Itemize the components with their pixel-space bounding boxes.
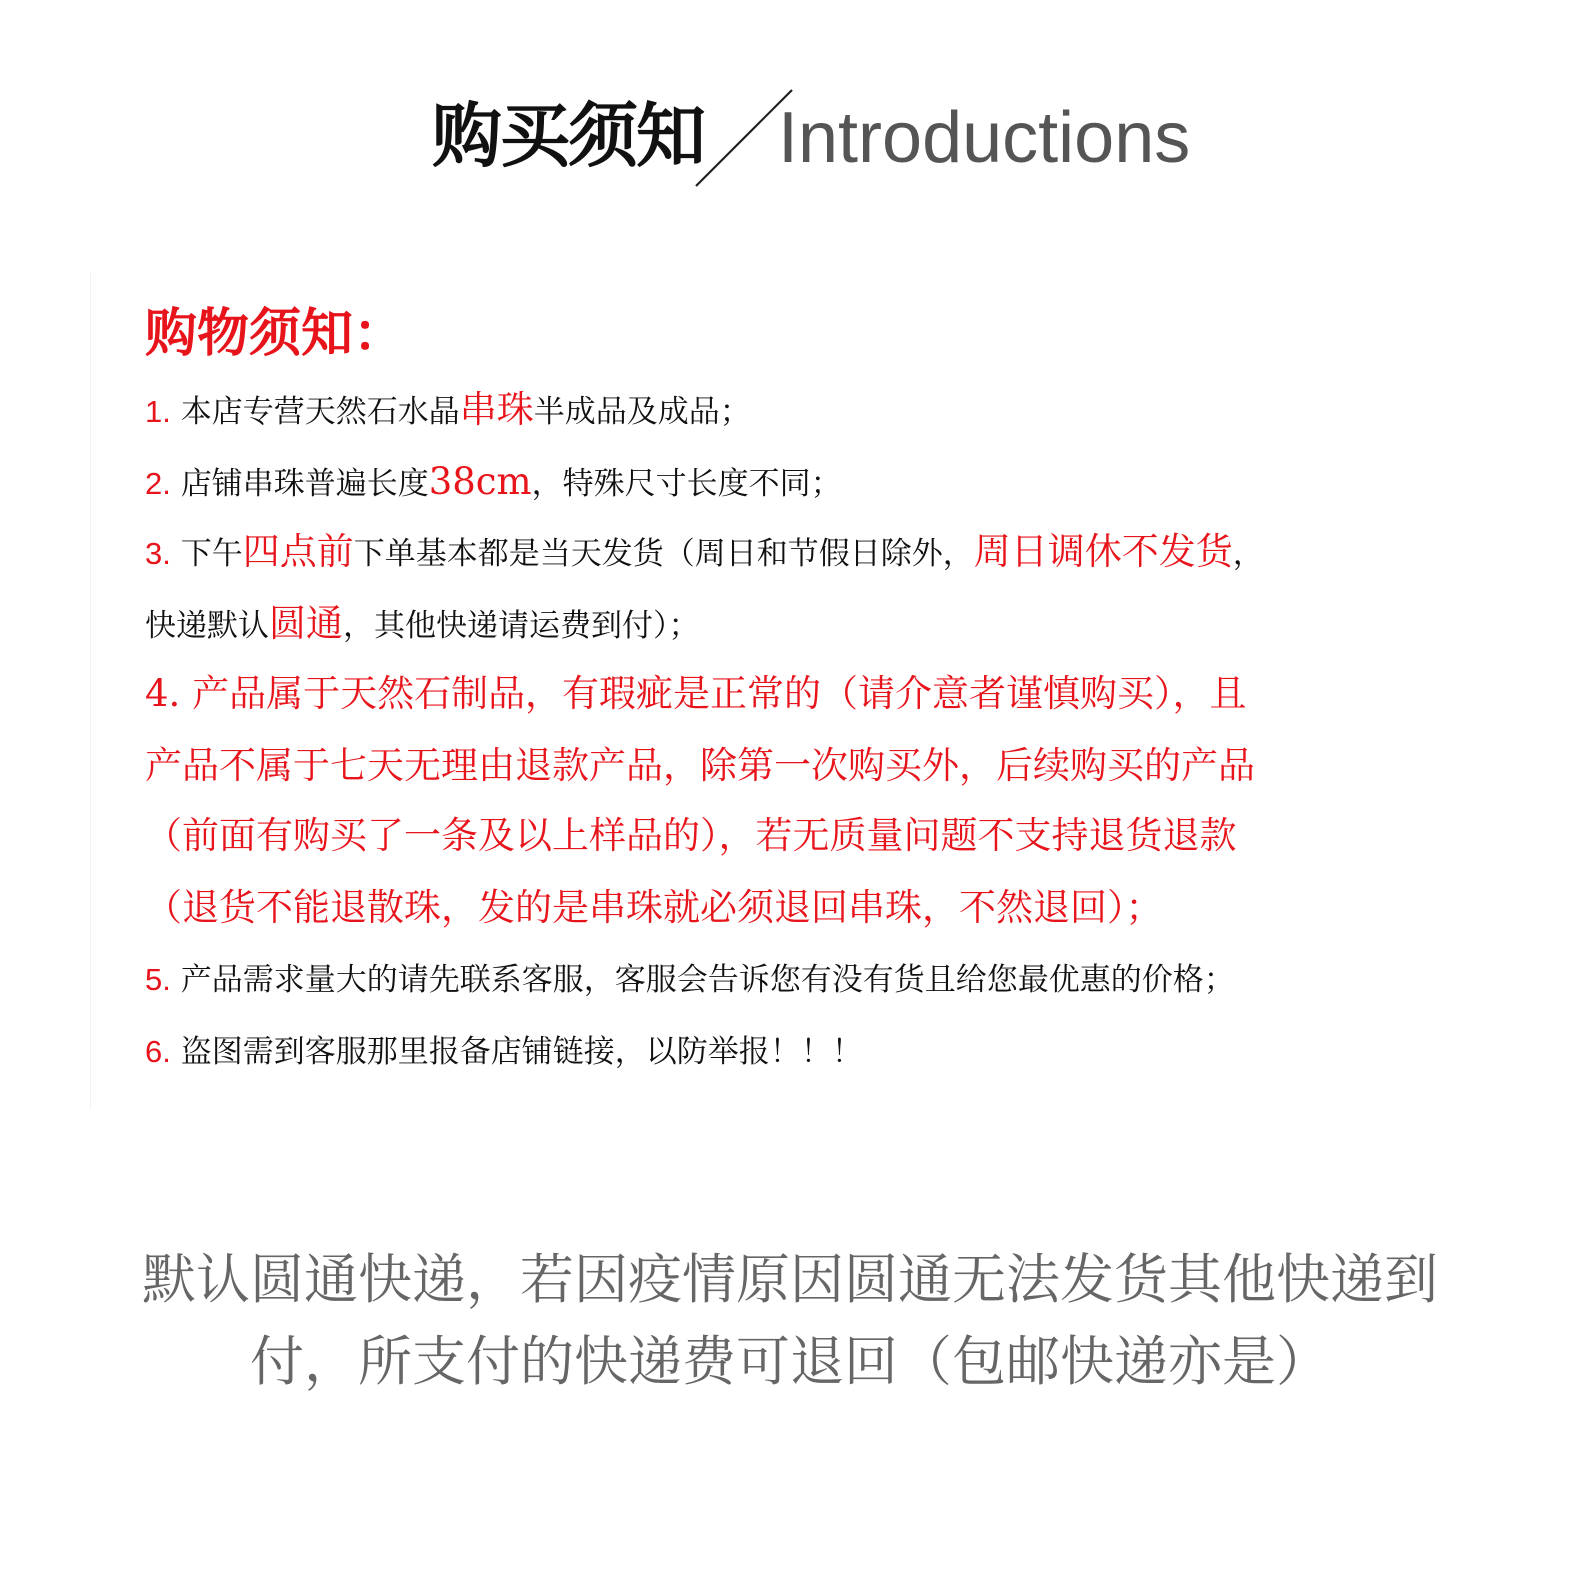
item-highlight: 四点前 bbox=[242, 530, 354, 573]
notice-item-4-line-1: 4. 产品属于天然石制品，有瑕疵是正常的（请介意者谨慎购买），且 bbox=[145, 672, 1247, 715]
item-highlight: 周日调休不发货 bbox=[973, 530, 1233, 573]
item-highlight: 38cm bbox=[428, 460, 532, 503]
item-highlight: 串珠 bbox=[459, 388, 534, 431]
page-header bbox=[0, 88, 1580, 198]
notice-item-3-continued bbox=[145, 604, 700, 646]
notice-item-4-line-4: （退货不能退散珠，发的是串珠就必须退回串珠，不然退回）； bbox=[145, 886, 1163, 929]
notice-item-2 bbox=[145, 462, 842, 504]
item-text: 店铺串珠普遍长度 bbox=[180, 466, 429, 502]
item-number: 2. bbox=[145, 466, 171, 501]
notice-item-1 bbox=[145, 390, 751, 432]
item-text: 快递默认 bbox=[145, 608, 269, 644]
item-text: 下午 bbox=[180, 536, 243, 572]
item-number: 6. bbox=[145, 1034, 171, 1069]
item-number: 3. bbox=[145, 536, 171, 571]
item-text: 半成品及成品； bbox=[533, 394, 751, 430]
notice-title: 购物须知： bbox=[145, 303, 406, 364]
notice-item-4-line-3: （前面有购买了一条及以上样品的），若无质量问题不支持退货退款 bbox=[145, 814, 1237, 857]
footer-note-line-1: 默认圆通快递，若因疫情原因圆通无法发货其他快递到 bbox=[142, 1248, 1438, 1311]
header-title-en: Introductions bbox=[778, 98, 1191, 178]
notice-item-3 bbox=[145, 532, 1264, 574]
item-text: 盗图需到客服那里报备店铺链接，以防举报！！！ bbox=[180, 1034, 863, 1070]
shopping-notice-panel bbox=[90, 272, 1491, 1110]
item-number: 1. bbox=[145, 394, 171, 429]
notice-item-6 bbox=[145, 1032, 863, 1072]
item-text: ，特殊尺寸长度不同； bbox=[531, 466, 842, 502]
item-number: 5. bbox=[145, 962, 171, 997]
item-highlight: 圆通 bbox=[269, 602, 343, 645]
item-text: ，其他快递请运费到付）； bbox=[343, 608, 700, 644]
notice-item-4-line-2: 产品不属于七天无理由退款产品，除第一次购买外，后续购买的产品 bbox=[145, 744, 1255, 787]
item-text: 本店专营天然石水晶 bbox=[180, 394, 460, 430]
notice-item-5 bbox=[145, 960, 1235, 1000]
header-title-cn: 购买须知 bbox=[432, 95, 704, 177]
item-text: 下单基本都是当天发货（周日和节假日除外， bbox=[353, 536, 974, 572]
item-text: 产品需求量大的请先联系客服，客服会告诉您有没有货且给您最优惠的价格； bbox=[180, 962, 1235, 998]
footer-note-line-2: 付，所支付的快递费可退回（包邮快递亦是） bbox=[250, 1330, 1330, 1393]
item-text: ， bbox=[1232, 536, 1264, 572]
